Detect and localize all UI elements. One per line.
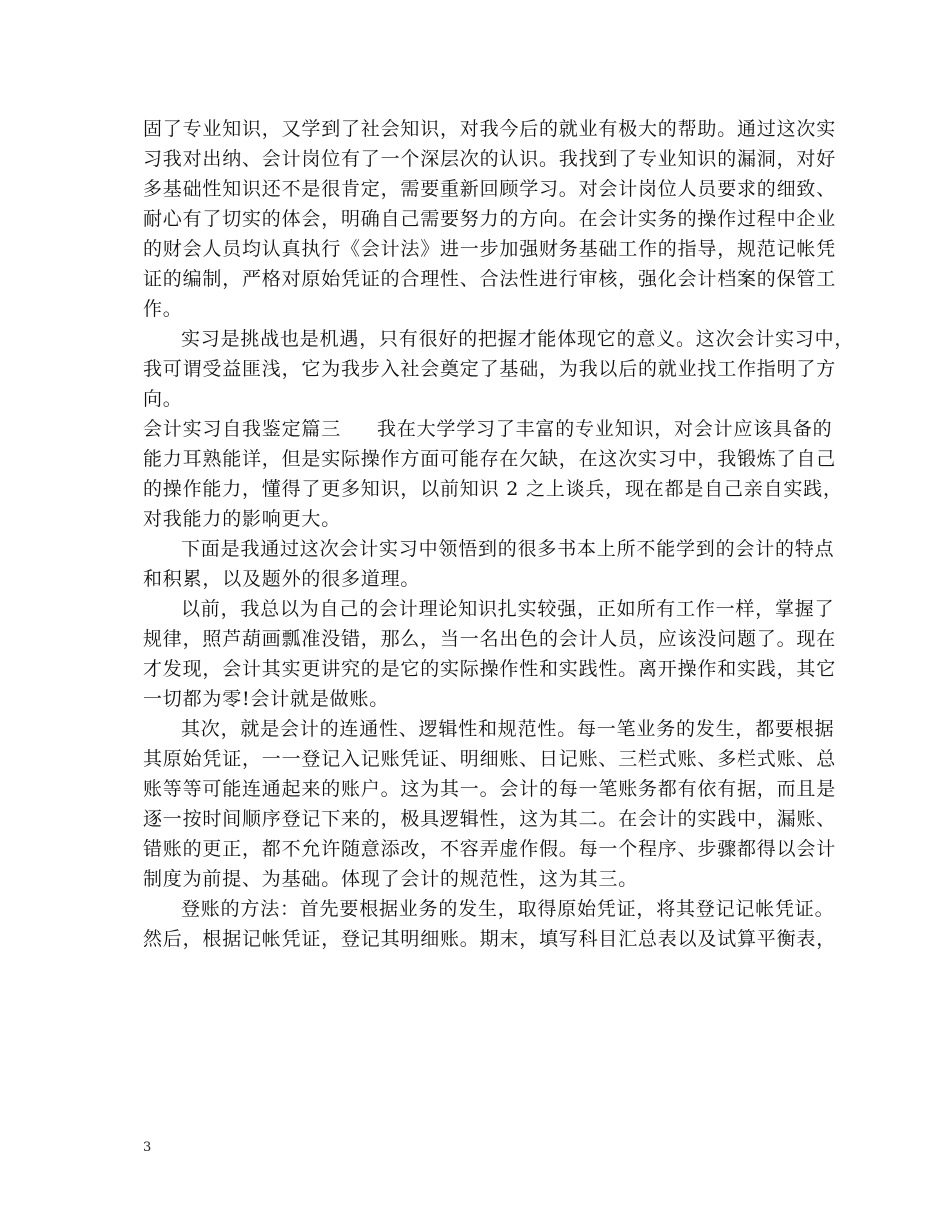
text-line: 我可谓受益匪浅，它为我步入社会奠定了基础，为我以后的就业找工作指明了方 <box>143 358 837 380</box>
text-line: 制度为前提、为基础。体现了会计的规范性，这为其三。 <box>143 868 639 890</box>
section-heading: 会计实习自我鉴定篇三 <box>143 418 342 440</box>
text-line: 实习是挑战也是机遇，只有很好的把握才能体现它的意义。这次会计实习中， <box>181 328 855 350</box>
document-body <box>143 114 855 954</box>
text-line: 向。 <box>143 388 183 410</box>
text-line: 错账的更正，都不允许随意添改，不容弄虚作假。每一个程序、步骤都得以会计 <box>143 838 837 860</box>
text-line: 和积累，以及题外的很多道理。 <box>143 568 421 590</box>
text-line: 多基础性知识还不是很肯定，需要重新回顾学习。对会计岗位人员要求的细致、 <box>143 178 837 200</box>
text-line: 能力耳熟能详，但是实际操作方面可能存在欠缺，在这次实习中，我锻炼了自己 <box>143 448 837 470</box>
text-line: 耐心有了切实的体会，明确自己需要努力的方向。在会计实务的操作过程中企业 <box>143 208 837 230</box>
text-line: 逐一按时间顺序登记下来的，极具逻辑性，这为其二。在会计的实践中，漏账、 <box>143 808 837 830</box>
text-line: 证的编制，严格对原始凭证的合理性、合法性进行审核，强化会计档案的保管工 <box>143 268 837 290</box>
text-line: 固了专业知识，又学到了社会知识，对我今后的就业有极大的帮助。通过这次实 <box>143 118 837 140</box>
text-line: 下面是我通过这次会计实习中领悟到的很多书本上所不能学到的会计的特点 <box>181 538 835 560</box>
page-number: 3 <box>143 1140 152 1155</box>
text-line: 的操作能力，懂得了更多知识，以前知识 2 之上谈兵，现在都是自己亲自实践， <box>143 478 843 500</box>
text-line: 账等等可能连通起来的账户。这为其一。会计的每一笔账务都有依有据，而且是 <box>143 778 837 800</box>
text-line: 作。 <box>143 298 183 320</box>
text-line: 对我能力的影响更大。 <box>143 508 342 530</box>
text-line: 才发现，会计其实更讲究的是它的实际操作性和实践性。离开操作和实践，其它 <box>143 658 837 680</box>
section-heading-continuation: 我在大学学习了丰富的专业知识，对会计应该具备的 <box>377 418 833 440</box>
text-line: 然后，根据记帐凭证，登记其明细账。期末，填写科目汇总表以及试算平衡表， <box>143 928 837 950</box>
section-heading-line <box>143 414 833 444</box>
text-line: 规律，照芦葫画瓢准没错，那么，当一名出色的会计人员，应该没问题了。现在 <box>143 628 837 650</box>
text-line: 习我对出纳、会计岗位有了一个深层次的认识。我找到了专业知识的漏洞，对好 <box>143 148 837 170</box>
text-line: 其原始凭证，一一登记入记账凭证、明细账、日记账、三栏式账、多栏式账、总 <box>143 748 837 770</box>
text-line: 一切都为零!会计就是做账。 <box>143 688 390 710</box>
text-line: 的财会人员均认真执行《会计法》进一步加强财务基础工作的指导，规范记帐凭 <box>143 238 837 260</box>
text-line: 以前，我总以为自己的会计理论知识扎实较强，正如所有工作一样，掌握了 <box>181 598 835 620</box>
text-line: 其次，就是会计的连通性、逻辑性和规范性。每一笔业务的发生，都要根据 <box>181 718 835 740</box>
text-line: 登账的方法：首先要根据业务的发生，取得原始凭证，将其登记记帐凭证。 <box>181 898 835 920</box>
